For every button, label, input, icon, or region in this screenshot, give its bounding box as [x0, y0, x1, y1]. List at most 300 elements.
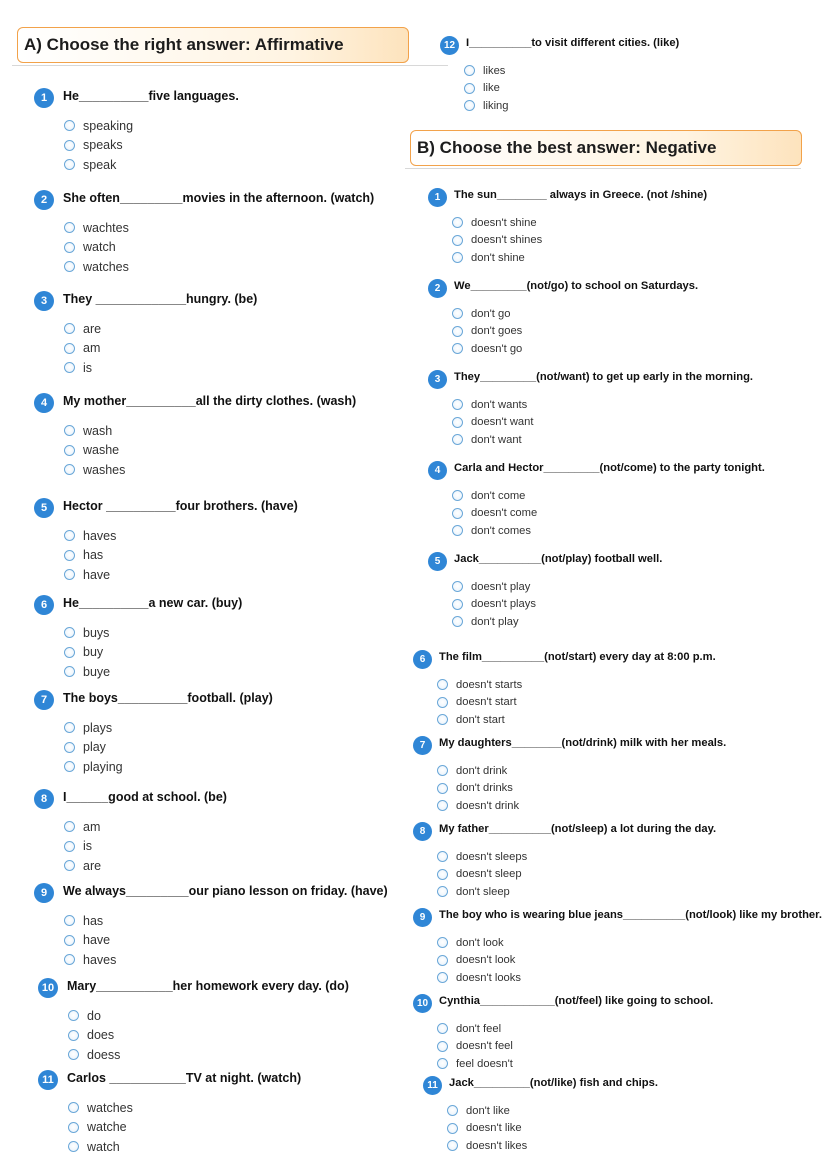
question-number-badge: 3	[428, 370, 447, 389]
answer-option-label: doesn't start	[456, 696, 517, 709]
radio-button-icon[interactable]	[452, 525, 463, 536]
question-text: My father__________(not/sleep) a lot during the day.	[439, 823, 717, 835]
radio-button-icon[interactable]	[452, 616, 463, 627]
radio-button-icon[interactable]	[464, 83, 475, 94]
answer-option[interactable]	[64, 358, 101, 378]
radio-button-icon[interactable]	[64, 742, 75, 753]
answer-option[interactable]	[64, 931, 116, 951]
answer-option-label: don't play	[471, 615, 519, 628]
answer-option-label: haves	[83, 528, 117, 543]
radio-button-icon[interactable]	[437, 851, 448, 862]
question-number-badge: 11	[423, 1076, 442, 1095]
radio-button-icon[interactable]	[437, 783, 448, 794]
section-b-question-3	[428, 370, 754, 449]
radio-button-icon[interactable]	[64, 242, 75, 253]
radio-button-icon[interactable]	[68, 1030, 79, 1041]
radio-button-icon[interactable]	[437, 937, 448, 948]
question-header	[428, 552, 663, 576]
answer-option[interactable]	[68, 1006, 120, 1026]
answer-option[interactable]	[64, 136, 133, 156]
answer-option-label: don't want	[471, 433, 522, 446]
answer-option-label: speaking	[83, 118, 134, 133]
radio-button-icon[interactable]	[64, 722, 75, 733]
section-b-question-1	[428, 188, 708, 267]
question-text: They_________(not/want) to get up early in the morning.	[454, 371, 754, 383]
question-text: Hector __________four brothers. (have)	[63, 499, 298, 513]
answer-option-label: doesn't shine	[471, 216, 537, 229]
answer-option-label: like	[483, 82, 500, 95]
question-header	[428, 370, 754, 394]
answer-option-label: don't start	[456, 713, 505, 726]
answer-option-label: watches	[87, 1100, 133, 1115]
radio-button-icon[interactable]	[437, 1058, 448, 1069]
answer-option[interactable]	[64, 155, 133, 175]
radio-button-icon[interactable]	[64, 140, 75, 151]
question-number-badge: 1	[34, 88, 54, 108]
answer-options	[34, 319, 101, 378]
radio-button-icon[interactable]	[452, 417, 463, 428]
radio-button-icon[interactable]	[452, 252, 463, 263]
answer-option-label: watch	[83, 240, 116, 255]
question-text: I__________to visit different cities. (like)	[466, 37, 680, 49]
answer-option[interactable]	[452, 340, 522, 358]
question-number-badge: 2	[428, 279, 447, 298]
answer-option[interactable]	[64, 257, 129, 277]
radio-button-icon[interactable]	[437, 1023, 448, 1034]
radio-button-icon[interactable]	[437, 869, 448, 880]
question-number-badge: 10	[413, 994, 432, 1013]
answer-option-label: don't drinks	[456, 782, 513, 795]
question-number-badge: 11	[38, 1070, 58, 1090]
radio-button-icon[interactable]	[64, 425, 75, 436]
answer-option-label: is	[83, 360, 93, 375]
answer-option-label: doesn't go	[471, 342, 523, 355]
answer-option-label: play	[83, 740, 106, 755]
answer-option[interactable]	[452, 214, 542, 232]
radio-button-icon[interactable]	[68, 1049, 79, 1060]
question-header	[38, 1070, 302, 1096]
question-text: My mother__________all the dirty clothes. (wash)	[63, 394, 357, 408]
radio-button-icon[interactable]	[64, 120, 75, 131]
answer-option[interactable]	[437, 762, 519, 780]
answer-option-label: playing	[83, 759, 123, 774]
answer-option-label: doesn't look	[456, 954, 516, 967]
radio-button-icon[interactable]	[452, 343, 463, 354]
answer-options	[428, 396, 533, 449]
radio-button-icon[interactable]	[64, 323, 75, 334]
answer-option-label: watch	[87, 1139, 120, 1154]
question-text: Jack_________(not/like) fish and chips.	[449, 1077, 658, 1089]
question-text: The boys__________football. (play)	[63, 691, 273, 705]
section-b-question-6	[413, 650, 716, 729]
question-header	[34, 595, 243, 621]
radio-button-icon[interactable]	[64, 841, 75, 852]
question-header	[413, 736, 727, 760]
answer-option[interactable]	[68, 1045, 120, 1065]
answer-option[interactable]	[464, 80, 509, 98]
question-number-badge: 6	[413, 650, 432, 669]
section-b-question-4	[428, 461, 765, 540]
radio-button-icon[interactable]	[437, 714, 448, 725]
answer-option[interactable]	[452, 249, 542, 267]
answer-option[interactable]	[68, 1026, 120, 1046]
question-number-badge: 8	[34, 789, 54, 809]
radio-button-icon[interactable]	[68, 1122, 79, 1133]
section-a-question-12	[440, 36, 680, 115]
question-header	[428, 279, 699, 303]
answer-option[interactable]	[64, 738, 123, 758]
section-a-question-10	[38, 978, 349, 1065]
answer-option[interactable]	[64, 526, 116, 546]
radio-button-icon[interactable]	[452, 326, 463, 337]
section-b-question-9	[413, 908, 822, 987]
radio-button-icon[interactable]	[452, 508, 463, 519]
radio-button-icon[interactable]	[64, 569, 75, 580]
answer-options	[428, 305, 522, 358]
radio-button-icon[interactable]	[64, 159, 75, 170]
question-number-badge: 8	[413, 822, 432, 841]
answer-options	[413, 848, 527, 901]
answer-option-label: doesn't drink	[456, 799, 520, 812]
answer-option-label: buye	[83, 664, 111, 679]
answer-option[interactable]	[64, 856, 101, 876]
answer-option[interactable]	[452, 613, 536, 631]
answer-option[interactable]	[64, 441, 125, 461]
answer-option-label: feel doesn't	[456, 1057, 513, 1070]
radio-button-icon[interactable]	[64, 261, 75, 272]
answer-option[interactable]	[437, 1055, 513, 1073]
question-header	[428, 461, 765, 485]
answer-option-label: are	[83, 858, 102, 873]
answer-option[interactable]	[437, 848, 527, 866]
answer-option-label: don't wants	[471, 398, 528, 411]
answer-option[interactable]	[452, 305, 522, 323]
question-text: Cynthia____________(not/feel) like going to school.	[439, 995, 714, 1007]
answer-option-label: don't like	[466, 1104, 510, 1117]
question-text: We always_________our piano lesson on friday. (have)	[63, 884, 388, 898]
section-a-header	[17, 27, 409, 63]
answer-option[interactable]	[64, 950, 116, 970]
section-b-question-8	[413, 822, 717, 901]
question-number-badge: 2	[34, 190, 54, 210]
question-text: She often_________movies in the afternoon. (watch)	[63, 191, 375, 205]
answer-option[interactable]	[447, 1137, 527, 1155]
section-b-title: B) Choose the best answer: Negative	[417, 138, 717, 157]
answer-option[interactable]	[64, 837, 101, 857]
question-text: They _____________hungry. (be)	[63, 292, 258, 306]
radio-button-icon[interactable]	[452, 217, 463, 228]
answer-option-label: doesn't feel	[456, 1040, 513, 1053]
answer-option[interactable]	[452, 414, 533, 432]
answer-options	[413, 934, 521, 987]
answer-option-label: doesn't sleep	[456, 868, 522, 881]
answer-option-label: doesn't plays	[471, 598, 536, 611]
answer-option[interactable]	[452, 505, 537, 523]
answer-option[interactable]	[64, 623, 110, 643]
answer-option-label: doesn't come	[471, 507, 538, 520]
answer-options	[428, 487, 537, 540]
radio-button-icon[interactable]	[64, 761, 75, 772]
answer-options	[34, 526, 116, 585]
answer-option-label: don't feel	[456, 1022, 502, 1035]
section-b-question-2	[428, 279, 699, 358]
section-a-question-2	[34, 190, 375, 277]
radio-button-icon[interactable]	[437, 765, 448, 776]
radio-button-icon[interactable]	[64, 362, 75, 373]
question-text: He__________five languages.	[63, 89, 239, 103]
answer-option[interactable]	[464, 62, 509, 80]
question-text: Jack__________(not/play) football well.	[454, 553, 663, 565]
question-header	[413, 908, 822, 932]
answer-option-label: likes	[483, 64, 506, 77]
answer-option[interactable]	[64, 718, 123, 738]
answer-options	[34, 718, 123, 777]
section-a-question-8	[34, 789, 227, 876]
answer-option[interactable]	[447, 1120, 527, 1138]
radio-button-icon[interactable]	[452, 399, 463, 410]
radio-button-icon[interactable]	[447, 1140, 458, 1151]
answer-option[interactable]	[68, 1118, 133, 1138]
answer-option-label: don't come	[471, 489, 526, 502]
radio-button-icon[interactable]	[64, 627, 75, 638]
section-a-question-5	[34, 498, 298, 585]
answer-option[interactable]	[452, 487, 537, 505]
answer-option[interactable]	[437, 952, 521, 970]
answer-option[interactable]	[64, 116, 133, 136]
question-text: I______good at school. (be)	[63, 790, 227, 804]
question-number-badge: 7	[413, 736, 432, 755]
answer-option-label: has	[83, 548, 104, 563]
question-header	[38, 978, 349, 1004]
answer-option[interactable]	[437, 797, 519, 815]
radio-button-icon[interactable]	[452, 599, 463, 610]
answer-option[interactable]	[452, 596, 536, 614]
radio-button-icon[interactable]	[447, 1123, 458, 1134]
question-text: The film__________(not/start) every day at 8:00 p.m.	[439, 651, 716, 663]
radio-button-icon[interactable]	[64, 935, 75, 946]
answer-option[interactable]	[64, 817, 101, 837]
answer-option-label: watches	[83, 259, 129, 274]
section-b-divider	[405, 168, 801, 169]
question-header	[423, 1076, 658, 1100]
answer-options	[413, 676, 522, 729]
answer-option-label: have	[83, 567, 111, 582]
answer-option[interactable]	[64, 565, 116, 585]
question-header	[428, 188, 708, 212]
radio-button-icon[interactable]	[64, 445, 75, 456]
answer-option-label: doesn't likes	[466, 1139, 528, 1152]
answer-option[interactable]	[437, 694, 522, 712]
section-a-question-11	[38, 1070, 302, 1157]
answer-option-label: wachtes	[83, 220, 129, 235]
radio-button-icon[interactable]	[452, 235, 463, 246]
radio-button-icon[interactable]	[64, 222, 75, 233]
answer-option-label: has	[83, 913, 104, 928]
answer-option-label: doesn't sleeps	[456, 850, 528, 863]
section-a-question-3	[34, 291, 258, 378]
answer-option[interactable]	[437, 934, 521, 952]
section-b-question-11	[423, 1076, 658, 1155]
answer-option[interactable]	[452, 431, 533, 449]
radio-button-icon[interactable]	[64, 647, 75, 658]
answer-option[interactable]	[64, 757, 123, 777]
answer-option[interactable]	[64, 460, 125, 480]
radio-button-icon[interactable]	[452, 434, 463, 445]
section-a-question-6	[34, 595, 243, 682]
answer-option[interactable]	[64, 319, 101, 339]
radio-button-icon[interactable]	[437, 800, 448, 811]
answer-option-label: don't goes	[471, 325, 523, 338]
answer-option[interactable]	[464, 97, 509, 115]
question-number-badge: 12	[440, 36, 459, 55]
question-text: The boy who is wearing blue jeans__________(not/look) like my brother.	[439, 909, 822, 921]
answer-option-label: does	[87, 1028, 115, 1043]
question-header	[34, 88, 239, 114]
radio-button-icon[interactable]	[437, 697, 448, 708]
answer-option-label: is	[83, 839, 93, 854]
answer-option[interactable]	[437, 883, 527, 901]
question-text: He__________a new car. (buy)	[63, 596, 243, 610]
answer-option[interactable]	[64, 238, 129, 258]
answer-option[interactable]	[437, 866, 527, 884]
question-text: Carlos ___________TV at night. (watch)	[67, 1071, 302, 1085]
answer-options	[38, 1098, 133, 1157]
radio-button-icon[interactable]	[64, 954, 75, 965]
section-a-question-9	[34, 883, 388, 970]
question-text: The sun________ always in Greece. (not /shine)	[454, 189, 708, 201]
answer-option-label: speaks	[83, 138, 123, 153]
answer-option[interactable]	[64, 546, 116, 566]
answer-option-label: doess	[87, 1047, 121, 1062]
answer-option-label: haves	[83, 952, 117, 967]
radio-button-icon[interactable]	[64, 464, 75, 475]
answer-options	[413, 1020, 513, 1073]
radio-button-icon[interactable]	[64, 666, 75, 677]
radio-button-icon[interactable]	[437, 886, 448, 897]
answer-option[interactable]	[437, 969, 521, 987]
answer-options	[423, 1102, 527, 1155]
question-header	[34, 690, 273, 716]
section-a-question-1	[34, 88, 239, 175]
answer-options	[38, 1006, 120, 1065]
answer-option-label: don't comes	[471, 524, 531, 537]
answer-option-label: buy	[83, 645, 104, 660]
question-number-badge: 9	[413, 908, 432, 927]
answer-option-label: don't go	[471, 307, 511, 320]
radio-button-icon[interactable]	[452, 490, 463, 501]
answer-option[interactable]	[68, 1137, 133, 1157]
answer-option-label: liking	[483, 99, 509, 112]
question-header	[440, 36, 680, 60]
answer-option-label: do	[87, 1008, 101, 1023]
answer-option[interactable]	[64, 339, 101, 359]
radio-button-icon[interactable]	[64, 530, 75, 541]
radio-button-icon[interactable]	[437, 955, 448, 966]
answer-option[interactable]	[437, 1038, 513, 1056]
section-a-question-7	[34, 690, 273, 777]
radio-button-icon[interactable]	[68, 1010, 79, 1021]
answer-option-label: watche	[87, 1120, 127, 1135]
answer-option-label: washes	[83, 462, 126, 477]
radio-button-icon[interactable]	[447, 1105, 458, 1116]
radio-button-icon[interactable]	[64, 821, 75, 832]
radio-button-icon[interactable]	[464, 100, 475, 111]
section-b-question-5	[428, 552, 663, 631]
radio-button-icon[interactable]	[64, 550, 75, 561]
answer-option[interactable]	[452, 232, 542, 250]
answer-option-label: am	[83, 341, 101, 356]
question-number-badge: 10	[38, 978, 58, 998]
section-b-question-10	[413, 994, 714, 1073]
radio-button-icon[interactable]	[437, 1041, 448, 1052]
answer-option[interactable]	[452, 396, 533, 414]
radio-button-icon[interactable]	[68, 1102, 79, 1113]
answer-option[interactable]	[437, 780, 519, 798]
answer-option[interactable]	[64, 643, 110, 663]
question-header	[34, 498, 298, 524]
question-text: Carla and Hector_________(not/come) to the party tonight.	[454, 462, 765, 474]
answer-option[interactable]	[437, 676, 522, 694]
answer-option-label: doesn't looks	[456, 971, 521, 984]
answer-option[interactable]	[437, 711, 522, 729]
question-text: My daughters________(not/drink) milk with her meals.	[439, 737, 727, 749]
section-a-divider	[12, 65, 448, 66]
radio-button-icon[interactable]	[64, 915, 75, 926]
answer-option[interactable]	[452, 578, 536, 596]
answer-options	[34, 218, 129, 277]
answer-options	[34, 116, 133, 175]
question-number-badge: 7	[34, 690, 54, 710]
radio-button-icon[interactable]	[64, 860, 75, 871]
radio-button-icon[interactable]	[452, 308, 463, 319]
question-number-badge: 5	[428, 552, 447, 571]
answer-options	[413, 762, 519, 815]
answer-option[interactable]	[64, 911, 116, 931]
radio-button-icon[interactable]	[437, 679, 448, 690]
answer-option-label: buys	[83, 625, 110, 640]
answer-option[interactable]	[452, 522, 537, 540]
answer-option[interactable]	[64, 218, 129, 238]
question-text: Mary___________her homework every day. (do)	[67, 979, 349, 993]
question-header	[34, 393, 357, 419]
question-header	[34, 789, 227, 815]
question-number-badge: 9	[34, 883, 54, 903]
answer-option[interactable]	[437, 1020, 513, 1038]
question-number-badge: 4	[428, 461, 447, 480]
question-number-badge: 1	[428, 188, 447, 207]
answer-option[interactable]	[447, 1102, 527, 1120]
answer-option-label: doesn't shines	[471, 234, 543, 247]
answer-option[interactable]	[64, 662, 110, 682]
question-number-badge: 3	[34, 291, 54, 311]
question-text: We_________(not/go) to school on Saturdays.	[454, 280, 699, 292]
section-a-title: A) Choose the right answer: Affirmative	[24, 35, 344, 54]
answer-option-label: don't look	[456, 936, 504, 949]
answer-options	[34, 817, 101, 876]
radio-button-icon[interactable]	[437, 972, 448, 983]
answer-options	[440, 62, 509, 115]
question-header	[34, 883, 388, 909]
answer-option[interactable]	[64, 421, 125, 441]
answer-option[interactable]	[452, 323, 522, 341]
answer-option-label: washe	[83, 443, 120, 458]
answer-options	[34, 623, 110, 682]
radio-button-icon[interactable]	[452, 581, 463, 592]
radio-button-icon[interactable]	[64, 343, 75, 354]
answer-option[interactable]	[68, 1098, 133, 1118]
radio-button-icon[interactable]	[68, 1141, 79, 1152]
radio-button-icon[interactable]	[464, 65, 475, 76]
